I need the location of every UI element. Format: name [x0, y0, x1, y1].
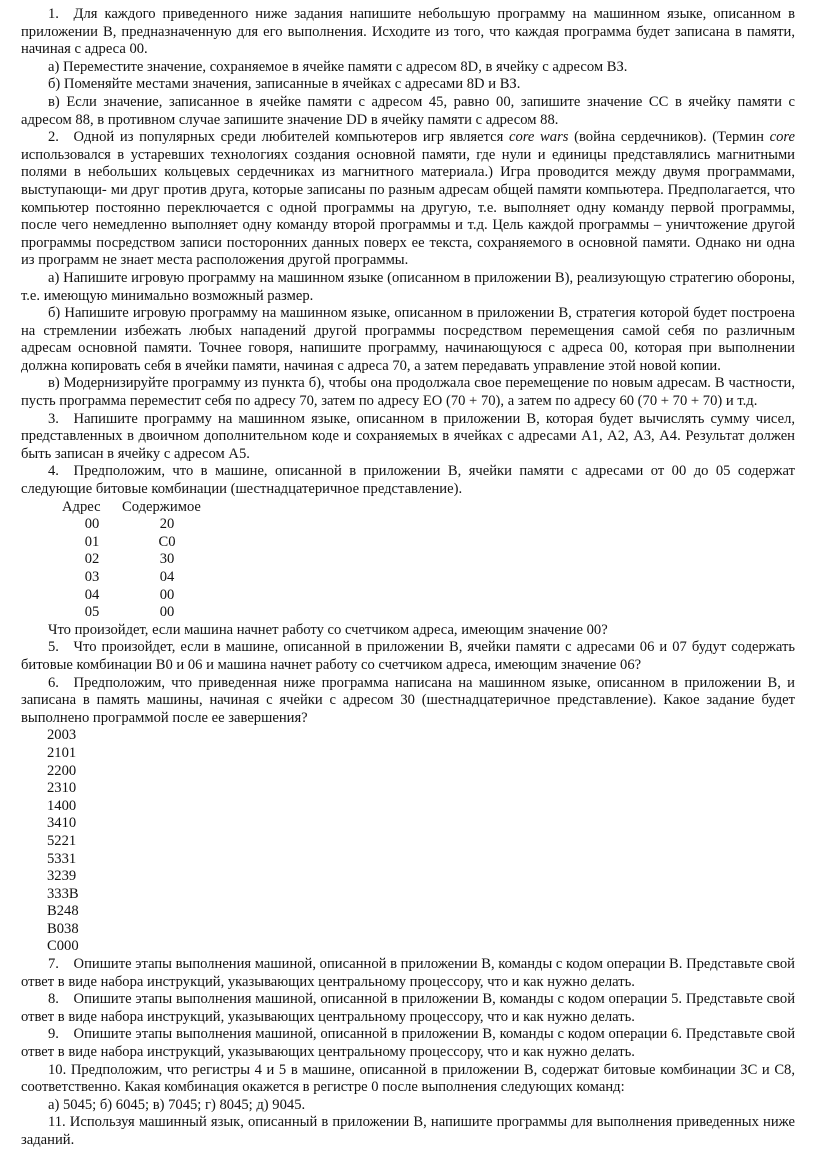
row-address: 02 — [84, 551, 100, 568]
row-address: 01 — [84, 533, 100, 550]
code-line: 1400 — [47, 797, 77, 814]
program-listing — [47, 727, 795, 956]
row-address: 05 — [84, 604, 100, 621]
task-8: 8. Опишите этапы выполнения машиной, описанной в приложении В, команды с кодом операции 5. Представьте свой ответ в виде набора инструкций, указывающих центральному процессору, что и как нужно делать. — [21, 991, 795, 1025]
row-contents: 04 — [159, 569, 175, 585]
task-1-item-b: б) Поменяйте местами значения, записанные в ячейках с адресами 8D и ВЗ. — [48, 76, 521, 93]
row-contents: 00 — [159, 604, 175, 621]
code-line: 3239 — [47, 868, 77, 885]
task-2-intro — [21, 129, 795, 270]
task-5: 5. Что произойдет, если в машине, описанной в приложении В, ячейки памяти с адресами 06 и 07 будут содержать битовые комбинации В0 и 06 и машина начнет работу со счетчиком адреса, имеющим значение 06? — [21, 639, 795, 673]
task-6-intro: 6. Предположим, что приведенная ниже программа написана на машинном языке, описанном в приложении В, и записана в память машины, начиная с ячейки с адресом 30 (шестнадцатеричное представление). Какое задание будет выполнено программой после ее завершения? — [21, 674, 795, 726]
code-line: В248 — [47, 903, 79, 920]
task-1-item-a: а) Переместите значение, сохраняемое в ячейке памяти с адресом 8D, в ячейку с адресом ВЗ. — [48, 58, 628, 75]
task-9: 9. Опишите этапы выполнения машиной, описанной в приложении В, команды с кодом операции 6. Представьте свой ответ в виде набора инструкций, указывающих центральному процессору, что и как нужно делать. — [21, 1026, 795, 1061]
code-line: 2200 — [47, 762, 77, 779]
task-10-options: а) 5045; б) 6045; в) 7045; г) 8045; д) 9045. — [48, 1096, 306, 1113]
code-line: 5221 — [47, 832, 77, 849]
memory-table-header — [62, 499, 212, 517]
row-address: 00 — [84, 516, 100, 533]
code-line: 2101 — [47, 744, 77, 761]
header-contents: Содержимое — [122, 498, 201, 515]
task-2-item-a: а) Напишите игровую программу на машинном языке (описанном в приложении В), реализующую стратегию обороны, т.е. имеющую минимально возможный размер. — [21, 269, 795, 304]
code-line: В038 — [47, 920, 79, 937]
task-1-intro: 1. Для каждого приведенного ниже задания напишите небольшую программу на машинном языке, описанном в приложении В, предназначенную для его выполнения. Исходите из того, что каждая программа будет записана в памяти, начиная с адреса 00. — [21, 6, 795, 58]
task-1-item-c: в) Если значение, записанное в ячейке памяти с адресом 45, равно 00, запишите значение СС в ячейку памяти с адресом 88, в противном случае запишите значение DD в ячейку памяти с адресом 88. — [21, 93, 795, 128]
task-2-term-core: core — [769, 129, 796, 146]
row-contents: 30 — [159, 551, 175, 568]
row-address: 04 — [84, 586, 100, 603]
task-4-question: Что произойдет, если машина начнет работу со счетчиком адреса, имеющим значение 00? — [48, 621, 608, 638]
memory-table-row — [62, 587, 212, 605]
code-line: 2003 — [47, 727, 77, 744]
memory-table-row — [62, 551, 212, 569]
row-address: 03 — [84, 569, 100, 585]
task-7: 7. Опишите этапы выполнения машиной, описанной в приложении В, команды с кодом операции В. Представьте свой ответ в виде набора инструкций, указывающих центральному процессору, что и как нужно делать. — [21, 956, 795, 990]
row-contents: 00 — [159, 586, 175, 603]
task-2-intro-mid: (война сердечников). (Термин — [568, 129, 770, 146]
memory-table-row — [62, 516, 212, 534]
row-contents: С0 — [158, 533, 176, 550]
task-2-intro-after: использовался в устаревших технологиях создания основной памяти, где нули и единицы представлялись магнитными полями в небольших кольцевых сердечниках из магнитного материала.) Игра проводится между двумя программами, выступающи- ми друг против друга, которые записаны по разным адресам общей памяти компьютера. Предполагается, что компьютер постоянно переключается с одной программы на другую, т.е. выполняет одну команду первой программы, после чего немедленно выполняет одну команду второй программы и т.д. Цель каждой программы – уничтожение другой программы посредством записи посторонних данных поверх ее текста, сохраняемого в основной памяти. Однако ни одна из программ не знает места расположения другой программы. — [21, 146, 795, 269]
header-address: Адрес — [62, 498, 101, 515]
code-line: 5331 — [47, 850, 77, 867]
task-4-intro: 4. Предположим, что в машине, описанной в приложении В, ячейки памяти с адресами от 00 до 05 содержат следующие битовые комбинации (шестнадцатеричное представление). — [21, 463, 795, 498]
task-2-item-c: в) Модернизируйте программу из пункта б), чтобы она продолжала свое перемещение по новым адресам. В частности, пусть программа переместит себя по адресу 70, затем по адресу ЕО (70 + 70), а затем по адресу 60 (70 + 70 + 70) и т.д. — [21, 375, 795, 410]
task-2-item-b: б) Напишите игровую программу на машинном языке, описанном в приложении В, стратегия которой будет построена на стремлении избежать любых нападений другой программы посредством перемещения самой себя по различным адресам основной памяти. Точнее говоря, напишите программу, начинающуюся с адреса 00, которая при выполнении должна копировать себя в ячейки памяти, начиная с адреса 70, а затем передавать управление этой новой копии. — [21, 305, 795, 374]
task-10-intro: 10. Предположим, что регистры 4 и 5 в машине, описанной в приложении В, содержат битовые комбинации ЗС и С8, соответственно. Какая комбинация окажется в регистре 0 после выполнения следующих команд: — [21, 1061, 795, 1096]
memory-table-row — [62, 604, 212, 622]
code-line: С000 — [47, 938, 79, 955]
memory-table-row — [62, 569, 212, 587]
task-2-intro-before: 2. Одной из популярных среди любителей компьютеров игр является — [48, 129, 509, 146]
task-2-term-core-wars: core wars — [508, 129, 569, 146]
task-11: 11. Используя машинный язык, описанный в приложении В, напишите программы для выполнения приведенных ниже заданий. — [21, 1114, 795, 1148]
code-line: 2310 — [47, 780, 77, 797]
memory-table-row — [62, 534, 212, 552]
row-contents: 20 — [159, 516, 175, 533]
code-line: 333В — [47, 885, 79, 902]
memory-table — [62, 499, 212, 622]
code-line: 3410 — [47, 815, 77, 832]
task-3: 3. Напишите программу на машинном языке, описанном в приложении В, которая будет вычислять сумму чисел, представленных в двоичном дополнительном коде и сохраняемых в ячейках с адресами А1, А2, А3, А4. Результат должен быть записан в ячейку с адресом А5. — [21, 410, 795, 462]
